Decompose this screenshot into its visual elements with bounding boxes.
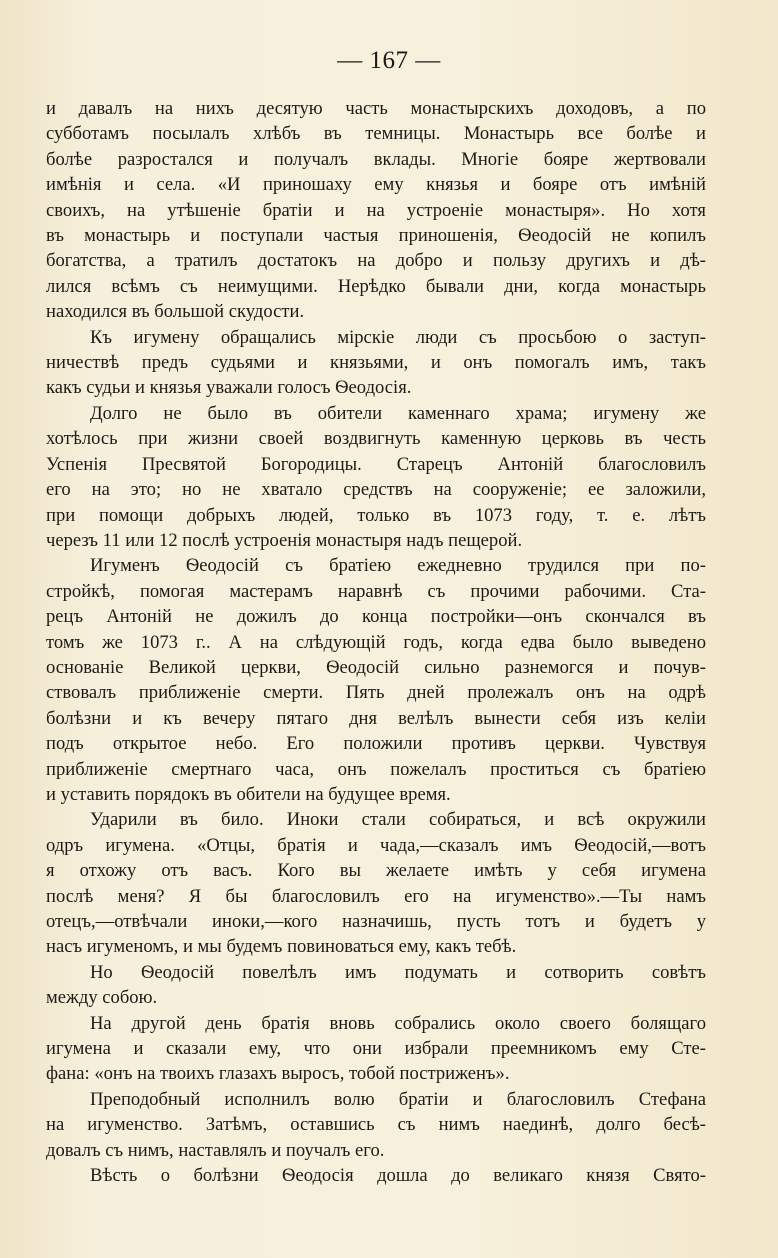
text-line: насъ игуменомъ, и мы будемъ повиноваться ему, какъ тебѣ. xyxy=(46,936,517,958)
paragraph xyxy=(46,960,706,1011)
paragraph xyxy=(46,1011,706,1087)
text-line: послѣ меня? Я бы благословилъ его на игуменство».—Ты намъ xyxy=(46,885,706,907)
text-line: Ударили въ било. Иноки стали собираться, и всѣ окружили xyxy=(90,809,706,831)
text-line: томъ же 1073 г.. А на слѣдующій годъ, когда едва было выведено xyxy=(46,631,706,653)
text-line: ничествѣ предъ судьями и князьями, и онъ помогалъ имъ, такъ xyxy=(46,352,706,374)
text-line: въ монастырь и поступали частыя приношенія, Ѳеодосій не копилъ xyxy=(46,225,706,247)
text-line: лился всѣмъ съ неимущими. Нерѣдко бывали дни, когда монастырь xyxy=(46,275,706,297)
text-line: болѣзни и къ вечеру пятаго дня велѣлъ вынести себя изъ келіи xyxy=(46,707,706,729)
text-line: субботамъ посылалъ хлѣбъ въ темницы. Монастырь все болѣе и xyxy=(46,123,706,145)
paragraph xyxy=(46,807,706,959)
text-line: на игуменство. Затѣмъ, оставшись съ нимъ наединѣ, долго бесѣ- xyxy=(46,1114,706,1136)
paragraph xyxy=(46,325,706,401)
text-line: болѣе разростался и получалъ вклады. Многіе бояре жертвовали xyxy=(46,148,706,170)
text-line: имѣнія и села. «И приношаху ему князья и бояре отъ имѣній xyxy=(46,174,706,196)
paragraph xyxy=(46,96,706,325)
paragraph xyxy=(46,1087,706,1163)
text-line: какъ судьи и князья уважали голосъ Ѳеодосія. xyxy=(46,377,412,399)
text-line: подъ открытое небо. Его положили противъ церкви. Чувствуя xyxy=(46,733,706,755)
text-line: между собою. xyxy=(46,987,158,1009)
text-line: Вѣсть о болѣзни Ѳеодосія дошла до великаго князя Свято- xyxy=(90,1165,706,1187)
page-number: — 167 — xyxy=(337,47,441,74)
text-line: его на это; но не хватало средствъ на сооруженіе; ее заложили, xyxy=(46,479,706,501)
text-line: и давалъ на нихъ десятую часть монастырскихъ доходовъ, а по xyxy=(46,98,706,119)
text-line: хотѣлось при жизни своей воздвигнуть каменную церковь въ честь xyxy=(46,428,706,450)
text-line: находился въ большой скудости. xyxy=(46,301,305,323)
paragraph xyxy=(46,401,706,553)
text-line: приближеніе смертнаго часа, онъ пожелалъ проститься съ братіею xyxy=(46,758,706,780)
text-line: своихъ, на утѣшеніе братіи и на устроеніе монастыря». Но хотя xyxy=(46,199,706,221)
text-line: основаніе Великой церкви, Ѳеодосій сильно разнемогся и почув- xyxy=(46,656,706,678)
text-line: Къ игумену обращались мірскіе люди съ просьбою о заступ- xyxy=(90,326,706,348)
text-line: довалъ съ нимъ, наставлялъ и поучалъ его. xyxy=(46,1139,385,1161)
text-line: и уставить порядокъ въ обители на будущее время. xyxy=(46,783,451,805)
text-line: черезъ 11 или 12 послѣ устроенія монастыря надъ пещерой. xyxy=(46,529,523,551)
text-line: богатства, а тратилъ достатокъ на добро и пользу другихъ и дѣ- xyxy=(46,250,706,272)
text-line: Преподобный исполнилъ волю братіи и благословилъ Стефана xyxy=(90,1088,706,1110)
text-line: рецъ Антоній не дожилъ до конца постройки—онъ скончался въ xyxy=(46,606,706,628)
text-line: Но Ѳеодосій повелѣлъ имъ подумать и сотворить совѣтъ xyxy=(90,961,706,983)
paragraph xyxy=(46,1163,706,1188)
text-line: На другой день братія вновь собрались около своего болящаго xyxy=(90,1012,706,1034)
text-line: я отхожу отъ васъ. Кого вы желаете имѣть у себя игумена xyxy=(46,860,706,882)
text-line: Игуменъ Ѳеодосій съ братіею ежедневно трудился при по- xyxy=(90,555,706,577)
body-text xyxy=(46,96,706,1188)
text-line: Долго не было въ обители каменнаго храма; игумену же xyxy=(90,402,706,424)
text-line: одръ игумена. «Отцы, братія и чада,—сказалъ имъ Ѳеодосій,—вотъ xyxy=(46,834,706,856)
text-line: фана: «онъ на твоихъ глазахъ выросъ, тобой постриженъ». xyxy=(46,1063,510,1085)
text-line: ствовалъ приближеніе смерти. Пять дней пролежалъ онъ на одрѣ xyxy=(46,682,706,704)
paragraph xyxy=(46,553,706,807)
text-line: Успенія Пресвятой Богородицы. Старецъ Антоній благословилъ xyxy=(46,453,706,475)
text-line: игумена и сказали ему, что они избрали преемникомъ ему Сте- xyxy=(46,1038,706,1060)
text-line: при помощи добрыхъ людей, только въ 1073 году, т. е. лѣтъ xyxy=(46,504,706,526)
text-line: отецъ,—отвѣчали иноки,—кого назначишь, пусть тотъ и будетъ у xyxy=(46,911,706,932)
text-line: стройкѣ, помогая мастерамъ наравнѣ съ прочими рабочими. Ста- xyxy=(46,580,706,602)
